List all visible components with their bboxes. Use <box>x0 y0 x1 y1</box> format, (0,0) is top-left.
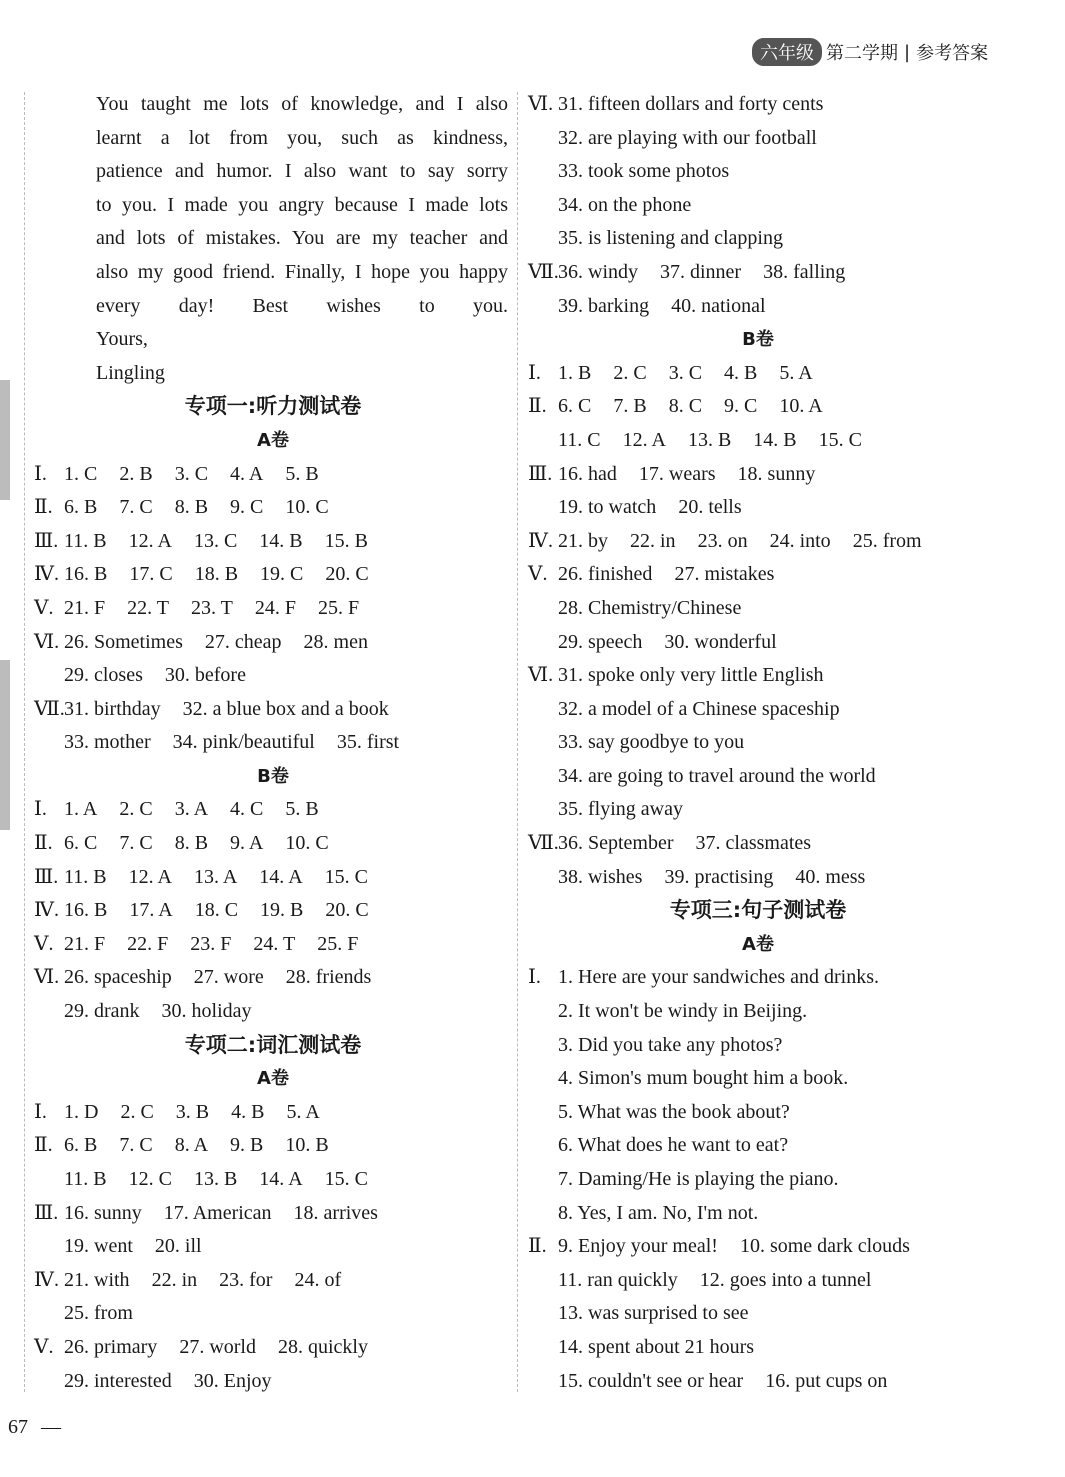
answer-row <box>528 827 988 861</box>
answer-row <box>528 189 988 223</box>
answer-item: 35. is listening and clapping <box>558 227 783 250</box>
answer-row <box>528 458 988 492</box>
answer-row <box>34 1197 512 1231</box>
answer-item: 33. say goodbye to you <box>558 731 745 754</box>
answer-row <box>528 726 988 760</box>
answer-item: 22. in <box>151 1268 198 1291</box>
answer-row <box>528 155 988 189</box>
right-answer-list <box>528 88 988 1398</box>
answer-item: 13. was surprised to see <box>558 1302 749 1325</box>
answer-item: 31. spoke only very little English <box>558 664 824 687</box>
answer-item: 32. a model of a Chinese spaceship <box>558 697 840 720</box>
section-numeral: Ⅰ. <box>34 1100 47 1123</box>
answer-item: 14. spent about 21 hours <box>558 1335 755 1358</box>
answer-row <box>528 626 988 660</box>
answer-item: 16. put cups on <box>765 1369 888 1392</box>
answer-item: 34. pink/beautiful <box>172 731 315 754</box>
answer-item: 8. C <box>668 395 703 418</box>
answer-row <box>528 290 988 324</box>
section-numeral: Ⅴ. <box>528 563 548 586</box>
letter-line: every day! Best wishes to you. <box>96 294 508 317</box>
answer-item: 2. B <box>119 462 153 485</box>
section-numeral: Ⅵ. <box>34 630 60 653</box>
answer-row <box>528 525 988 559</box>
answer-item: 1. C <box>64 462 98 485</box>
answer-item: 28. Chemistry/Chinese <box>558 596 742 619</box>
answer-item: 4. Simon's mum bought him a book. <box>558 1067 849 1090</box>
answer-row <box>528 693 988 727</box>
answer-item: 7. C <box>119 1134 153 1157</box>
answer-item: 18. C <box>194 899 239 922</box>
answer-item: 27. cheap <box>204 630 282 653</box>
answer-row <box>528 659 988 693</box>
answer-row <box>528 88 988 122</box>
answer-item: 38. falling <box>763 260 846 283</box>
answer-item: 27. wore <box>193 966 264 989</box>
answer-item: 4. A <box>230 462 264 485</box>
answer-item: 3. C <box>174 462 209 485</box>
section-numeral: Ⅴ. <box>34 1335 54 1358</box>
section-title: 专项一:听力测试卷 <box>184 394 362 419</box>
answer-row <box>34 659 512 693</box>
answer-item: 10. B <box>285 1134 329 1157</box>
answer-item: 8. B <box>174 496 209 519</box>
answer-item: 1. B <box>558 361 592 384</box>
answer-item: 18. B <box>194 563 239 586</box>
answer-item: 1. A <box>64 798 98 821</box>
answer-row <box>528 861 988 895</box>
answer-item: 6. C <box>558 395 592 418</box>
answer-item: 21. with <box>64 1268 130 1291</box>
answer-item: 19. B <box>260 899 304 922</box>
answer-item: 40. national <box>671 294 766 317</box>
answer-item: 29. interested <box>64 1369 172 1392</box>
answer-item: 35. first <box>336 731 400 754</box>
answer-item: 22. in <box>630 529 676 552</box>
section-numeral: Ⅱ. <box>34 832 53 855</box>
letter-body <box>34 88 512 390</box>
answer-item: 23. for <box>219 1268 273 1291</box>
answer-item: 12. A <box>128 865 172 888</box>
answer-item: 9. A <box>230 832 264 855</box>
answer-item: 4. C <box>230 798 264 821</box>
answer-item: 26. Sometimes <box>64 630 183 653</box>
answer-row <box>34 592 512 626</box>
section-numeral: Ⅱ. <box>34 496 53 519</box>
answer-item: 11. B <box>64 865 107 888</box>
answer-row <box>528 1297 988 1331</box>
answer-row <box>528 1331 988 1365</box>
answer-item: 31. birthday <box>64 697 161 720</box>
answer-row <box>34 1163 512 1197</box>
letter-closing: Yours, <box>96 328 148 351</box>
answer-item: 1. D <box>64 1100 99 1123</box>
answer-row <box>34 861 512 895</box>
paper-subtitle: A卷 <box>257 1068 289 1090</box>
answer-row <box>34 693 512 727</box>
answer-item: 27. mistakes <box>674 563 775 586</box>
answer-row <box>528 592 988 626</box>
answer-item: 20. C <box>325 563 369 586</box>
left-answer-list <box>34 390 512 1398</box>
answer-item: 7. C <box>119 496 153 519</box>
answer-item: 11. C <box>558 428 601 451</box>
answer-row <box>528 256 988 290</box>
answer-item: 16. had <box>558 462 617 485</box>
answer-item: 12. goes into a tunnel <box>699 1268 872 1291</box>
answer-row <box>528 1163 988 1197</box>
paper-subtitle: A卷 <box>257 429 289 451</box>
answer-item: 6. B <box>64 496 98 519</box>
section-numeral: Ⅱ. <box>34 1134 53 1157</box>
answer-item: 5. What was the book about? <box>558 1100 790 1123</box>
answer-item: 5. A <box>779 361 813 384</box>
page-number: 67 <box>8 1416 28 1438</box>
answer-item: 11. ran quickly <box>558 1268 678 1291</box>
answer-item: 33. mother <box>64 731 151 754</box>
answer-item: 20. ill <box>154 1235 202 1258</box>
answer-item: 29. drank <box>64 1000 140 1023</box>
answer-item: 39. practising <box>664 865 774 888</box>
answer-item: 5. A <box>286 1100 320 1123</box>
answer-row <box>34 894 512 928</box>
answer-item: 4. B <box>231 1100 265 1123</box>
answer-item: 7. Daming/He is playing the piano. <box>558 1168 839 1190</box>
answer-item: 6. What does he want to eat? <box>558 1134 789 1157</box>
answer-item: 16. B <box>64 563 108 586</box>
answer-row <box>528 1230 988 1264</box>
section-numeral: Ⅵ. <box>528 664 554 687</box>
answers-label: 参考答案 <box>916 43 989 64</box>
answer-item: 18. sunny <box>737 462 816 485</box>
answer-row <box>34 1297 512 1331</box>
answer-item: 19. to watch <box>558 496 657 519</box>
section-numeral: Ⅳ. <box>34 899 59 922</box>
answer-item: 17. wears <box>638 462 716 485</box>
answer-row <box>528 424 988 458</box>
answer-item: 1. Here are your sandwiches and drinks. <box>558 966 880 989</box>
letter-closing: Lingling <box>96 361 165 384</box>
answer-item: 22. T <box>127 596 169 619</box>
answer-item: 7. C <box>119 832 153 855</box>
answer-item: 5. B <box>285 798 319 821</box>
answer-row <box>528 491 988 525</box>
paper-subtitle: B卷 <box>742 329 774 351</box>
answer-item: 15. C <box>324 1168 368 1190</box>
header-separator: | <box>904 41 911 63</box>
answer-item: 10. C <box>285 832 329 855</box>
section-numeral: Ⅲ. <box>34 1201 59 1224</box>
answer-row <box>34 726 512 760</box>
answer-row <box>528 558 988 592</box>
left-column <box>34 88 512 1398</box>
answer-row <box>34 626 512 660</box>
answer-item: 25. from <box>64 1302 133 1325</box>
answer-item: 10. C <box>285 496 329 519</box>
answer-item: 32. a blue box and a book <box>182 697 389 720</box>
answer-item: 16. B <box>64 899 108 922</box>
section-numeral: Ⅳ. <box>528 529 553 552</box>
letter-line: patience and humor. I also want to say sorry <box>96 160 508 183</box>
paper-subtitle: B卷 <box>257 765 289 787</box>
answer-item: 12. C <box>128 1168 172 1190</box>
answer-item: 2. It won't be windy in Beijing. <box>558 1000 808 1023</box>
answer-row <box>528 1197 988 1231</box>
answer-item: 28. men <box>303 630 368 653</box>
answer-item: 12. A <box>128 529 172 552</box>
answer-item: 23. F <box>190 932 232 955</box>
left-divider <box>24 92 25 1392</box>
answer-item: 33. took some photos <box>558 160 730 183</box>
answer-item: 30. before <box>164 664 246 687</box>
section-title: 专项三:句子测试卷 <box>669 898 847 923</box>
answer-item: 17. C <box>129 563 173 586</box>
answer-item: 8. Yes, I am. No, I'm not. <box>558 1201 759 1224</box>
answer-item: 6. B <box>64 1134 98 1157</box>
answer-item: 24. into <box>769 529 831 552</box>
answer-item: 2. C <box>613 361 647 384</box>
answer-item: 30. holiday <box>161 1000 252 1023</box>
answer-item: 40. mess <box>795 865 866 888</box>
answer-item: 13. B <box>193 1168 238 1190</box>
answer-item: 8. A <box>174 1134 209 1157</box>
section-numeral: Ⅳ. <box>34 1268 59 1291</box>
answer-item: 15. couldn't see or hear <box>558 1369 744 1392</box>
answer-row <box>528 1365 988 1399</box>
answer-item: 38. wishes <box>558 865 643 888</box>
answer-item: 8. B <box>174 832 209 855</box>
answer-row <box>528 1129 988 1163</box>
answer-item: 9. Enjoy your meal! <box>558 1235 718 1258</box>
answer-item: 21. by <box>558 529 608 552</box>
answer-item: 23. on <box>697 529 748 552</box>
answer-item: 15. C <box>324 865 368 888</box>
answer-item: 20. tells <box>678 496 742 519</box>
section-numeral: Ⅴ. <box>34 596 54 619</box>
section-numeral: Ⅲ. <box>528 462 553 485</box>
answer-item: 28. quickly <box>277 1335 368 1358</box>
section-title: 专项二:词汇测试卷 <box>184 1032 362 1057</box>
answer-row <box>528 390 988 424</box>
answer-item: 3. B <box>175 1100 210 1123</box>
letter-line: learnt a lot from you, such as kindness, <box>96 126 508 149</box>
answer-item: 37. dinner <box>660 260 742 283</box>
answer-item: 26. spaceship <box>64 966 172 989</box>
answer-item: 2. C <box>119 798 153 821</box>
answer-row <box>528 1264 988 1298</box>
answer-item: 26. primary <box>64 1335 158 1358</box>
answer-item: 11. B <box>64 1168 107 1190</box>
section-numeral: Ⅶ. <box>528 260 559 283</box>
answer-item: 34. on the phone <box>558 193 692 216</box>
answer-item: 22. F <box>127 932 169 955</box>
section-numeral: Ⅴ. <box>34 932 54 955</box>
answer-item: 13. A <box>193 865 238 888</box>
answer-item: 23. T <box>190 596 233 619</box>
answer-row <box>34 793 512 827</box>
answer-item: 11. B <box>64 529 107 552</box>
section-numeral: Ⅲ. <box>34 529 59 552</box>
answer-item: 3. C <box>668 361 703 384</box>
section-numeral: Ⅰ. <box>34 462 47 485</box>
page-edge-strip <box>0 380 10 500</box>
answer-row <box>34 1365 512 1399</box>
answer-item: 17. A <box>129 899 173 922</box>
answer-item: 5. B <box>285 462 319 485</box>
answer-item: 13. C <box>193 529 238 552</box>
letter-line: and lots of mistakes. You are my teacher and <box>96 227 508 250</box>
answer-item: 4. B <box>724 361 758 384</box>
paper-subtitle: A卷 <box>742 933 774 955</box>
answer-item: 36. windy <box>558 260 638 283</box>
answer-item: 25. from <box>852 529 922 552</box>
page-header <box>752 38 988 66</box>
answer-row <box>34 1129 512 1163</box>
footer-dash: — <box>41 1416 61 1438</box>
answer-item: 19. C <box>260 563 304 586</box>
answer-item: 37. classmates <box>695 832 812 855</box>
term-label: 第二学期 <box>826 43 898 64</box>
answer-row <box>34 961 512 995</box>
right-column <box>528 88 988 1398</box>
answer-row <box>34 1096 512 1130</box>
grade-badge: 六年级 <box>752 38 822 66</box>
answer-item: 24. of <box>294 1268 342 1291</box>
answer-item: 35. flying away <box>558 798 683 821</box>
section-numeral: Ⅱ. <box>528 1235 547 1258</box>
answer-item: 14. A <box>259 1168 303 1190</box>
answer-item: 28. friends <box>285 966 372 989</box>
answer-item: 3. Did you take any photos? <box>558 1033 783 1056</box>
answer-row <box>528 222 988 256</box>
answer-item: 15. C <box>818 428 862 451</box>
answer-item: 9. C <box>724 395 758 418</box>
page-footer <box>8 1416 61 1439</box>
answer-item: 27. world <box>179 1335 256 1358</box>
answer-item: 20. C <box>325 899 369 922</box>
answer-item: 12. A <box>622 428 666 451</box>
answer-item: 21. F <box>64 932 106 955</box>
page-edge-strip <box>0 660 10 830</box>
answer-row <box>34 1264 512 1298</box>
answer-row <box>528 1096 988 1130</box>
answer-item: 10. some dark clouds <box>739 1235 910 1258</box>
section-numeral: Ⅰ. <box>34 798 47 821</box>
section-numeral: Ⅶ. <box>528 832 559 855</box>
letter-line: You taught me lots of knowledge, and I also <box>96 93 508 115</box>
answer-item: 15. B <box>324 529 368 552</box>
answer-item: 7. B <box>613 395 647 418</box>
answer-item: 39. barking <box>558 294 650 317</box>
answer-row <box>34 491 512 525</box>
answer-item: 2. C <box>120 1100 154 1123</box>
answer-item: 31. fifteen dollars and forty cents <box>558 93 824 115</box>
answer-row <box>528 961 988 995</box>
answer-row <box>528 760 988 794</box>
answer-item: 14. A <box>259 865 303 888</box>
answer-item: 29. closes <box>64 664 143 687</box>
answer-row <box>34 995 512 1029</box>
answer-item: 14. B <box>753 428 797 451</box>
answer-row <box>34 525 512 559</box>
answer-row <box>34 1331 512 1365</box>
answer-row <box>34 558 512 592</box>
answer-row <box>34 928 512 962</box>
section-numeral: Ⅳ. <box>34 563 59 586</box>
answer-row <box>528 1062 988 1096</box>
section-numeral: Ⅰ. <box>528 361 541 384</box>
answer-item: 18. arrives <box>293 1201 378 1224</box>
answer-item: 30. wonderful <box>664 630 777 653</box>
answer-item: 3. A <box>174 798 209 821</box>
section-numeral: Ⅲ. <box>34 865 59 888</box>
letter-line: to you. I made you angry because I made lots <box>96 193 508 216</box>
answer-item: 25. F <box>317 932 359 955</box>
section-numeral: Ⅰ. <box>528 966 541 989</box>
answer-item: 16. sunny <box>64 1201 142 1224</box>
answer-item: 24. F <box>254 596 296 619</box>
answer-item: 21. F <box>64 596 106 619</box>
answer-row <box>34 1230 512 1264</box>
answer-item: 25. F <box>317 596 360 619</box>
column-divider <box>517 92 518 1392</box>
section-numeral: Ⅶ. <box>34 697 65 720</box>
answer-row <box>528 1029 988 1063</box>
answer-item: 19. went <box>64 1235 133 1258</box>
answer-row <box>528 122 988 156</box>
section-numeral: Ⅵ. <box>528 93 554 115</box>
answer-row <box>528 793 988 827</box>
answer-row <box>528 995 988 1029</box>
answer-item: 13. B <box>687 428 732 451</box>
answer-item: 26. finished <box>558 563 653 586</box>
answer-item: 24. T <box>253 932 296 955</box>
answer-item: 30. Enjoy <box>193 1369 272 1392</box>
answer-item: 10. A <box>779 395 823 418</box>
answer-item: 17. American <box>163 1201 272 1224</box>
answer-row <box>34 827 512 861</box>
section-numeral: Ⅱ. <box>528 395 547 418</box>
answer-row <box>34 458 512 492</box>
answer-item: 32. are playing with our football <box>558 126 817 149</box>
answer-item: 9. B <box>230 1134 264 1157</box>
answer-row <box>528 357 988 391</box>
section-numeral: Ⅵ. <box>34 966 60 989</box>
answer-item: 9. C <box>230 496 264 519</box>
answer-item: 6. C <box>64 832 98 855</box>
answer-item: 29. speech <box>558 630 643 653</box>
answer-item: 14. B <box>259 529 303 552</box>
answer-item: 34. are going to travel around the world <box>558 764 876 787</box>
letter-line: also my good friend. Finally, I hope you happy <box>96 260 508 283</box>
answer-item: 36. September <box>558 832 674 855</box>
